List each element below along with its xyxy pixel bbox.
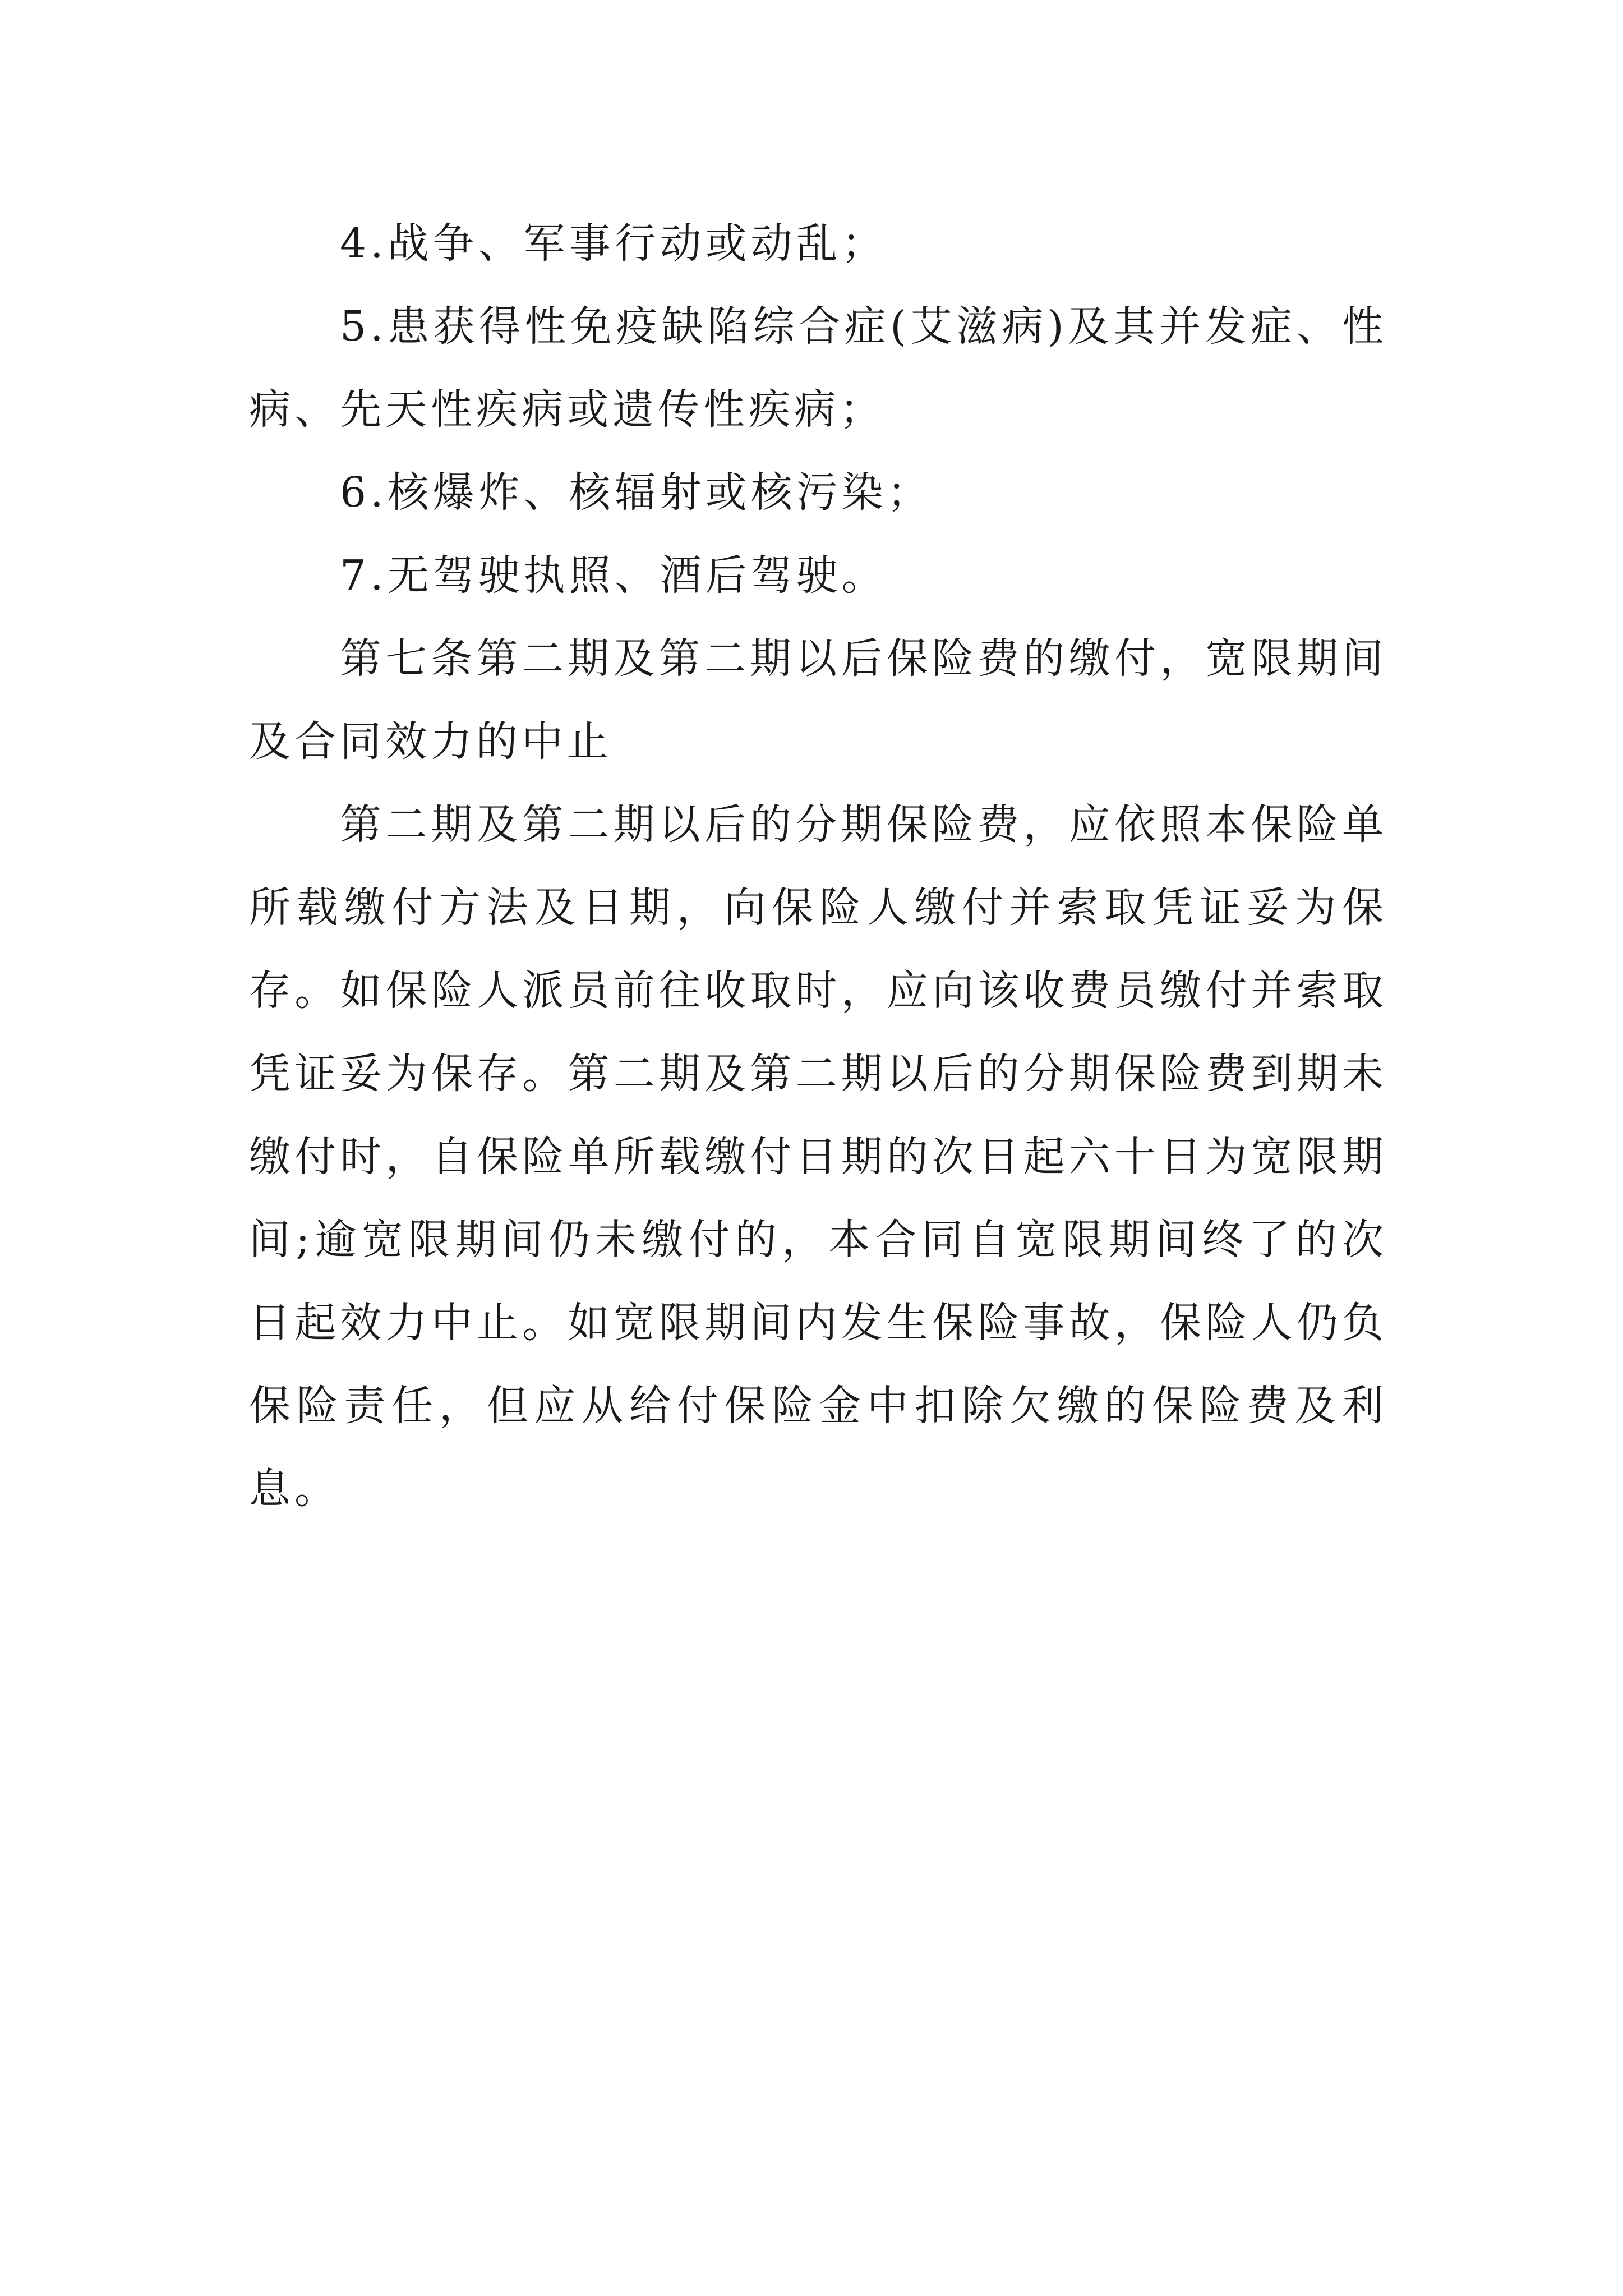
exclusion-item-5: 5.患获得性免疫缺陷综合症(艾滋病)及其并发症、性病、先天性疾病或遗传性疾病； xyxy=(249,302,1387,434)
article-7-body: 第二期及第二期以后的分期保险费，应依照本保险单所载缴付方法及日期，向保险人缴付并索取凭证妥为保存。如保险人派员前往收取时，应向该收费员缴付并索取凭证妥为保存。第二期及第二期以后的分期保险费到期未缴付时，自保险单所载缴付日期的次日起六十日为宽限期间;逾宽限期间仍未缴付的，本合同自宽限期间终了的次日起效力中止。如宽限期间内发生保险事故，保险人仍负保险责任，但应从给付保险金中扣除欠缴的保险费及利息。 xyxy=(249,800,1387,1513)
article-7-heading: 第七条第二期及第二期以后保险费的缴付，宽限期间及合同效力的中止 xyxy=(249,634,1387,766)
exclusion-item-7: 7.无驾驶执照、酒后驾驶。 xyxy=(340,551,887,600)
exclusion-item-4: 4.战争、军事行动或动乱； xyxy=(340,219,887,268)
exclusion-item-6: 6.核爆炸、核辐射或核污染； xyxy=(340,468,933,517)
document-body xyxy=(249,202,1387,1530)
